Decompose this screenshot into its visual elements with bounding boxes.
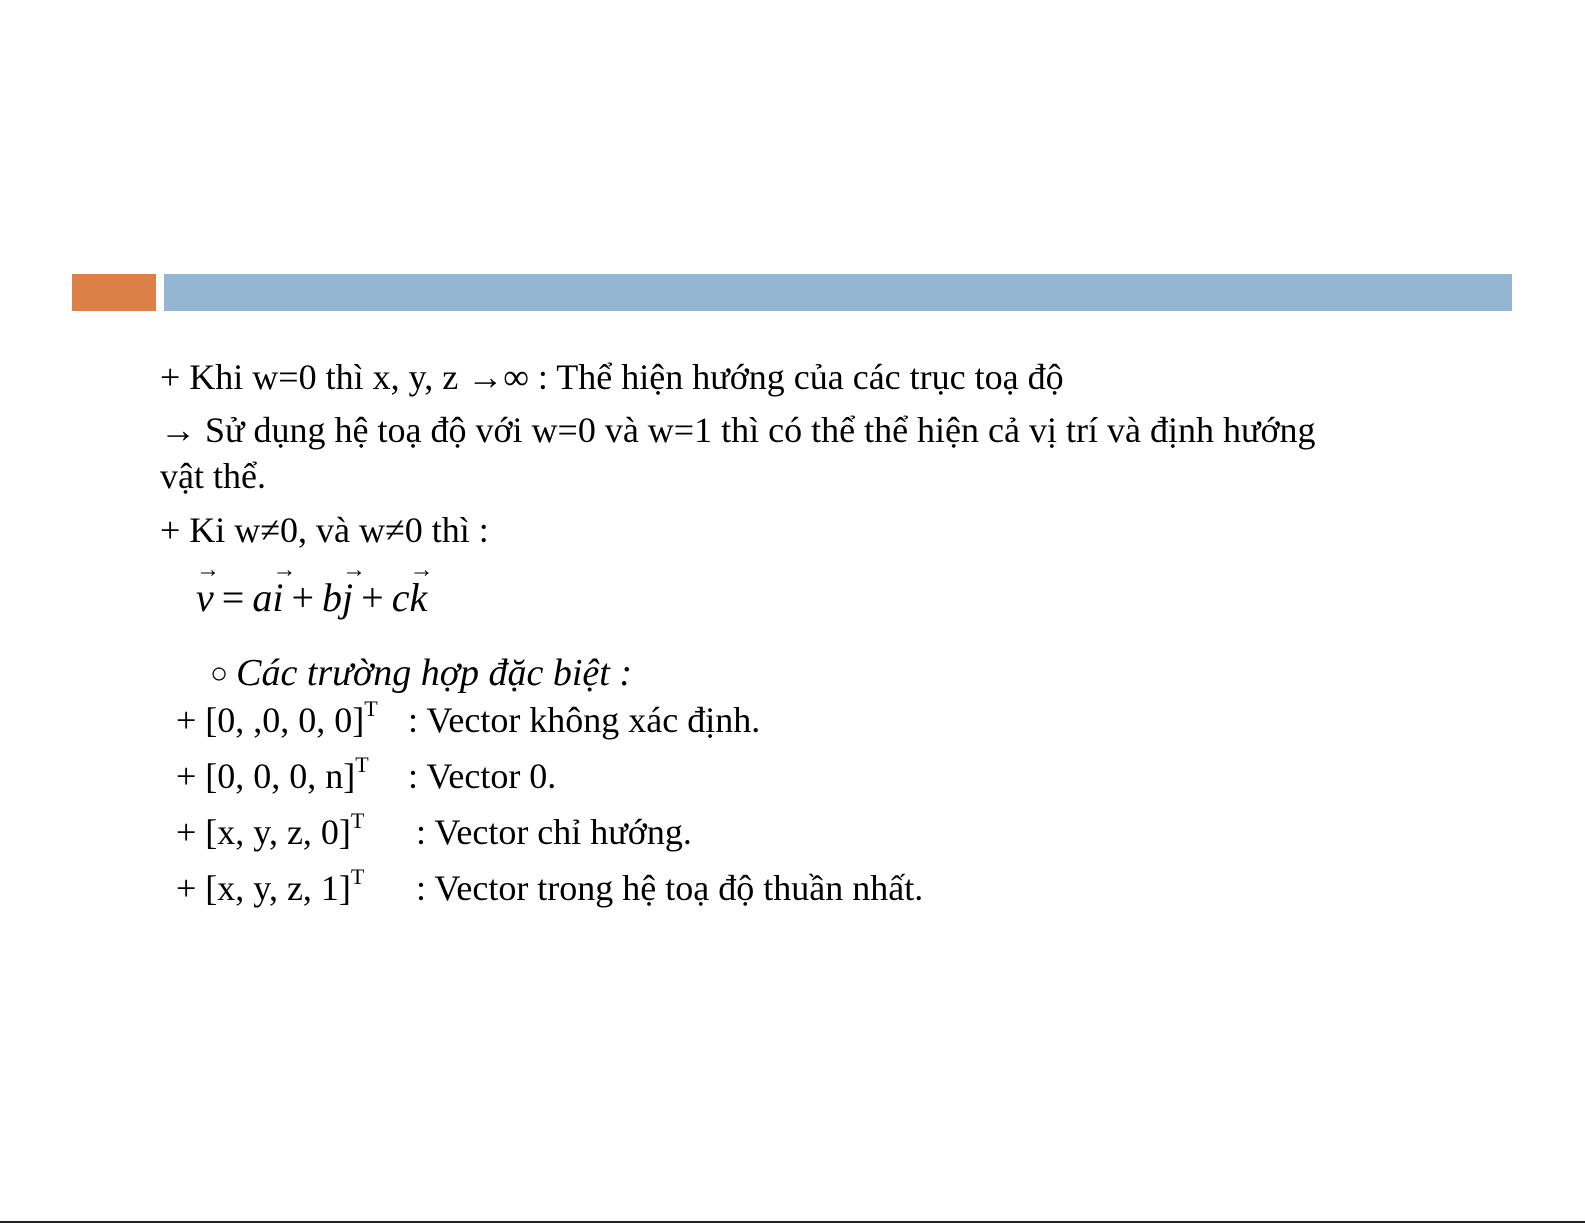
- arrow-icon: →: [342, 557, 367, 583]
- text-line-usage-cont: vật thể.: [160, 456, 266, 496]
- vector-i: [272, 557, 297, 620]
- case-undefined-vector: [176, 696, 761, 740]
- plus-sign: +: [361, 575, 384, 620]
- special-cases-title: Các trường hợp đặc biệt :: [236, 652, 632, 694]
- case-homogeneous-vector: [176, 864, 924, 908]
- arrow-icon: →: [272, 557, 297, 583]
- transpose-mark: T: [355, 752, 369, 777]
- special-cases-heading: [210, 652, 632, 695]
- arrow-icon: →: [196, 557, 220, 583]
- accent-bar: [72, 274, 156, 311]
- equals-sign: =: [221, 575, 245, 620]
- vector-formula: [196, 557, 434, 620]
- case-zero-vector: [176, 752, 557, 796]
- transpose-mark: T: [350, 864, 365, 889]
- case-vector: + [0, 0, 0, n]: [176, 756, 356, 796]
- vector-v: [196, 557, 220, 620]
- case-description: : Vector 0.: [408, 756, 557, 796]
- vector-k-letter: k: [409, 575, 428, 620]
- coef-a: a: [252, 575, 273, 620]
- case-description: : Vector chỉ hướng.: [416, 812, 692, 852]
- arrow-icon: →: [409, 557, 434, 583]
- vector-j: [342, 557, 367, 620]
- case-vector: + [0, ,0, 0, 0]: [176, 700, 365, 740]
- coef-c: c: [391, 575, 410, 620]
- text-line-infinity: + Khi w=0 thì x, y, z →∞ : Thể hiện hướng của các trục toạ độ: [160, 357, 1064, 397]
- case-description: : Vector không xác định.: [408, 700, 761, 740]
- case-vector: + [x, y, z, 0]: [176, 812, 351, 852]
- case-description: : Vector trong hệ toạ độ thuần nhất.: [416, 868, 924, 908]
- bottom-rule: [0, 1221, 1585, 1223]
- case-direction-vector: [176, 808, 692, 852]
- vector-k: [409, 557, 434, 620]
- vector-v-letter: v: [196, 575, 214, 620]
- plus-sign: +: [291, 575, 315, 620]
- text-line-usage: → Sử dụng hệ toạ độ với w=0 và w=1 thì có thể thể hiện cả vị trí và định hướng: [160, 410, 1316, 450]
- vector-i-letter: i: [272, 575, 284, 620]
- header-bar: [164, 274, 1512, 311]
- transpose-mark: T: [364, 696, 378, 721]
- case-vector: + [x, y, z, 1]: [176, 868, 351, 908]
- text-line-nonzero: + Ki w≠0, và w≠0 thì :: [160, 510, 489, 550]
- transpose-mark: T: [350, 808, 365, 833]
- coef-b: b: [322, 575, 343, 620]
- vector-j-letter: j: [342, 575, 354, 620]
- circle-bullet-icon: ○: [210, 657, 229, 690]
